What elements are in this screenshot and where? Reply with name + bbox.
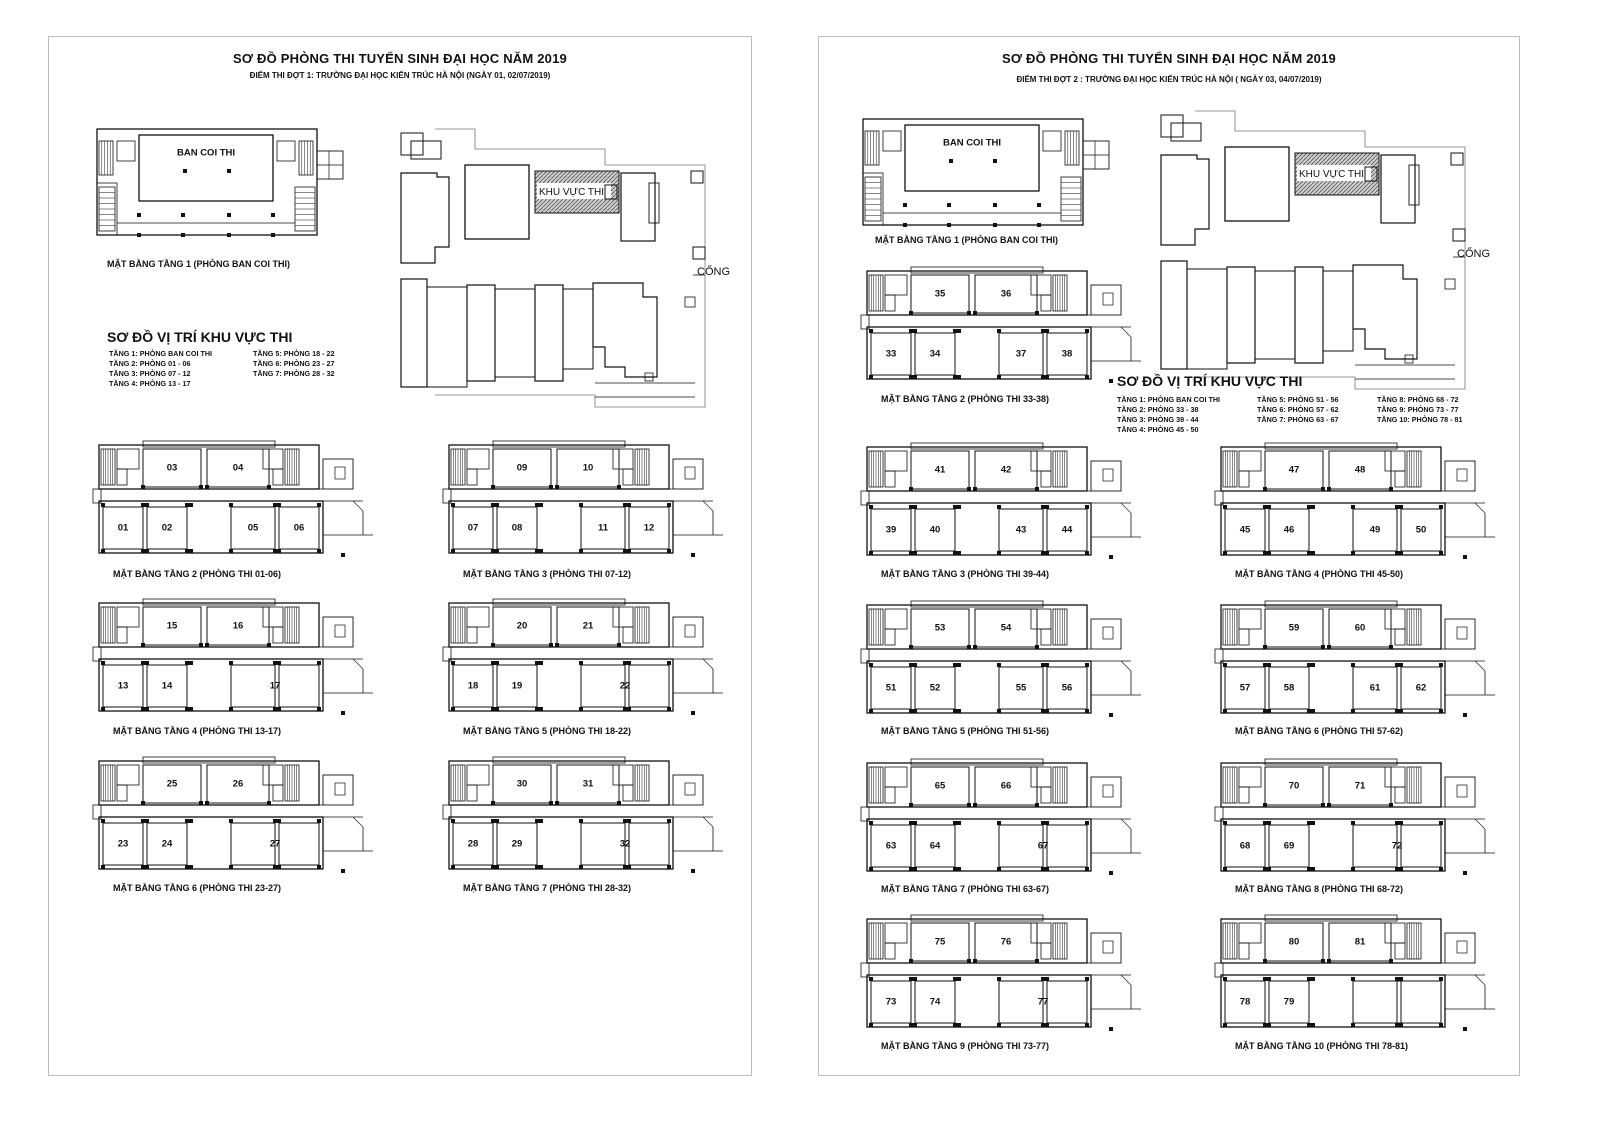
room-number: 80	[1288, 936, 1300, 948]
room-number: 38	[1061, 348, 1073, 360]
gate-label: CỔNG	[697, 266, 730, 278]
room-number: 13	[117, 680, 129, 692]
floor-caption: MẶT BẰNG TẦNG 2 (PHÒNG THI 33-38)	[881, 394, 1050, 404]
room-number: 03	[166, 462, 178, 474]
legend-item: TẦNG 1: PHÒNG BAN COI THI	[1117, 395, 1221, 404]
floor-plan-10	[1213, 913, 1513, 1037]
room-number: 49	[1369, 524, 1381, 536]
room-number: 64	[929, 840, 941, 852]
legend-title: SƠ ĐỒ VỊ TRÍ KHU VỰC THI	[107, 329, 293, 345]
room-number: 32	[619, 838, 631, 850]
floor-1-plan	[861, 117, 1121, 229]
legend-item: TẦNG 9: PHÒNG 73 - 77	[1377, 405, 1459, 414]
room-number: 16	[232, 620, 244, 632]
room-number: 14	[161, 680, 173, 692]
room-number: 54	[1000, 622, 1012, 634]
room-number: 24	[161, 838, 173, 850]
room-number: 21	[582, 620, 594, 632]
room-number: 10	[582, 462, 594, 474]
room-number: 58	[1283, 682, 1295, 694]
room-number: 51	[885, 682, 897, 694]
room-number: 75	[934, 936, 946, 948]
room-number: 76	[1000, 936, 1012, 948]
room-number: 62	[1415, 682, 1427, 694]
room-number: 17	[269, 680, 281, 692]
floor-plan-5	[441, 597, 741, 721]
legend-item: TẦNG 6: PHÒNG 57 - 62	[1257, 405, 1339, 414]
room-number: 25	[166, 778, 178, 790]
floor-caption: MẶT BẰNG TẦNG 8 (PHÒNG THI 68-72)	[1235, 884, 1404, 894]
floor-1-caption: MẶT BẰNG TẦNG 1 (PHÒNG BAN COI THI)	[107, 259, 290, 269]
room-number: 46	[1283, 524, 1295, 536]
exam-map-sheet-round-2	[818, 36, 1520, 1076]
legend-item: TẦNG 3: PHÒNG 07 - 12	[109, 369, 191, 378]
room-number: 69	[1283, 840, 1295, 852]
room-number: 30	[516, 778, 528, 790]
room-number: 50	[1415, 524, 1427, 536]
floor-plan-7	[859, 757, 1159, 881]
site-map	[395, 127, 730, 407]
legend-column-2	[1257, 395, 1338, 425]
room-number: 05	[247, 522, 259, 534]
room-label-ban-coi-thi: BAN COI THI	[176, 147, 236, 159]
room-number: 65	[934, 780, 946, 792]
room-number: 22	[619, 680, 631, 692]
legend-item: TẦNG 5: PHÒNG 18 - 22	[253, 349, 335, 358]
floor-caption: MẶT BẰNG TẦNG 9 (PHÒNG THI 73-77)	[881, 1041, 1050, 1051]
sheet-title: SƠ ĐỒ PHÒNG THI TUYỂN SINH ĐẠI HỌC NĂM 2019	[1002, 51, 1336, 66]
room-number: 39	[885, 524, 897, 536]
floor-caption: MẶT BẰNG TẦNG 6 (PHÒNG THI 23-27)	[113, 883, 282, 893]
floor-caption: MẶT BẰNG TẦNG 10 (PHÒNG THI 78-81)	[1235, 1041, 1409, 1051]
room-number: 26	[232, 778, 244, 790]
room-number: 56	[1061, 682, 1073, 694]
sheet-subtitle: ĐIỂM THI ĐỢT 1: TRƯỜNG ĐẠI HỌC KIẾN TRÚC HÀ NỘI (NGÀY 01, 02/07/2019)	[249, 71, 551, 80]
legend-title: SƠ ĐỒ VỊ TRÍ KHU VỰC THI	[1117, 373, 1303, 389]
legend-column-1	[1117, 395, 1220, 435]
exam-map-sheet-round-1	[48, 36, 752, 1076]
sheet-title: SƠ ĐỒ PHÒNG THI TUYỂN SINH ĐẠI HỌC NĂM 2019	[233, 51, 567, 66]
room-number: 11	[597, 522, 609, 534]
room-number: 19	[511, 680, 523, 692]
legend-item: TẦNG 1: PHÒNG BAN COI THI	[109, 349, 213, 358]
exam-zone-label: KHU VỰC THI	[539, 187, 605, 198]
floor-plan-3	[441, 439, 741, 563]
legend-column-3	[1377, 395, 1462, 425]
room-number: 28	[467, 838, 479, 850]
room-number: 31	[582, 778, 594, 790]
legend-item: TẦNG 2: PHÒNG 01 - 06	[109, 359, 191, 368]
floor-caption: MẶT BẰNG TẦNG 4 (PHÒNG THI 45-50)	[1235, 569, 1404, 579]
room-number: 47	[1288, 464, 1300, 476]
legend-item: TẦNG 8: PHÒNG 68 - 72	[1377, 395, 1459, 404]
floor-caption: MẶT BẰNG TẦNG 4 (PHÒNG THI 13-17)	[113, 726, 282, 736]
room-number: 61	[1369, 682, 1381, 694]
room-number: 63	[885, 840, 897, 852]
floor-caption: MẶT BẰNG TẦNG 3 (PHÒNG THI 39-44)	[881, 569, 1050, 579]
room-number: 70	[1288, 780, 1300, 792]
floor-plan-6	[1213, 599, 1513, 723]
legend-column-1	[109, 349, 212, 389]
floor-caption: MẶT BẰNG TẦNG 5 (PHÒNG THI 51-56)	[881, 726, 1050, 736]
floor-caption: MẶT BẰNG TẦNG 7 (PHÒNG THI 28-32)	[463, 883, 632, 893]
room-number: 09	[516, 462, 528, 474]
room-number: 07	[467, 522, 479, 534]
floor-caption: MẶT BẰNG TẦNG 2 (PHÒNG THI 01-06)	[113, 569, 282, 579]
floor-caption: MẶT BẰNG TẦNG 5 (PHÒNG THI 18-22)	[463, 726, 632, 736]
sheet-subtitle: ĐIỂM THI ĐỢT 2 : TRƯỜNG ĐẠI HỌC KIẾN TRÚC HÀ NỘI ( NGÀY 03, 04/07/2019)	[1016, 75, 1322, 84]
room-number: 08	[511, 522, 523, 534]
floor-caption: MẶT BẰNG TẦNG 3 (PHÒNG THI 07-12)	[463, 569, 632, 579]
legend-item: TẦNG 7: PHÒNG 63 - 67	[1257, 415, 1339, 424]
room-number: 66	[1000, 780, 1012, 792]
legend-item: TẦNG 4: PHÒNG 45 - 50	[1117, 425, 1199, 434]
room-number: 79	[1283, 996, 1295, 1008]
legend-column-2	[253, 349, 334, 379]
room-number: 74	[929, 996, 941, 1008]
floor-plan-8	[1213, 757, 1513, 881]
floor-plan-5	[859, 599, 1159, 723]
room-number: 29	[511, 838, 523, 850]
room-number: 67	[1037, 840, 1049, 852]
room-number: 40	[929, 524, 941, 536]
floor-plan-2	[859, 265, 1159, 389]
site-map	[1155, 109, 1490, 389]
room-number: 48	[1354, 464, 1366, 476]
room-number: 68	[1239, 840, 1251, 852]
room-number: 72	[1391, 840, 1403, 852]
room-number: 33	[885, 348, 897, 360]
room-number: 06	[293, 522, 305, 534]
room-number: 60	[1354, 622, 1366, 634]
room-number: 57	[1239, 682, 1251, 694]
floor-caption: MẶT BẰNG TẦNG 6 (PHÒNG THI 57-62)	[1235, 726, 1404, 736]
legend-item: TẦNG 7: PHÒNG 28 - 32	[253, 369, 335, 378]
floor-plan-4	[91, 597, 391, 721]
floor-1-plan	[95, 127, 355, 239]
legend-item: TẦNG 2: PHÒNG 33 - 38	[1117, 405, 1199, 414]
room-number: 59	[1288, 622, 1300, 634]
room-number: 73	[885, 996, 897, 1008]
floor-1-caption: MẶT BẰNG TẦNG 1 (PHÒNG BAN COI THI)	[875, 235, 1058, 245]
room-number: 36	[1000, 288, 1012, 300]
room-number: 71	[1354, 780, 1366, 792]
room-number: 41	[934, 464, 946, 476]
room-number: 37	[1015, 348, 1027, 360]
legend-item: TẦNG 4: PHÒNG 13 - 17	[109, 379, 191, 388]
floor-plan-4	[1213, 441, 1513, 565]
room-number: 55	[1015, 682, 1027, 694]
room-number: 44	[1061, 524, 1073, 536]
floor-plan-9	[859, 913, 1159, 1037]
legend-item: TẦNG 10: PHÒNG 78 - 81	[1377, 415, 1463, 424]
room-number: 23	[117, 838, 129, 850]
room-number: 52	[929, 682, 941, 694]
room-number: 20	[516, 620, 528, 632]
room-number: 35	[934, 288, 946, 300]
room-number: 81	[1354, 936, 1366, 948]
exam-zone-label: KHU VỰC THI	[1299, 169, 1365, 180]
floor-plan-2	[91, 439, 391, 563]
room-number: 15	[166, 620, 178, 632]
floor-plan-7	[441, 755, 741, 879]
floor-plan-3	[859, 441, 1159, 565]
legend-item: TẦNG 6: PHÒNG 23 - 27	[253, 359, 335, 368]
room-number: 18	[467, 680, 479, 692]
room-number: 01	[117, 522, 129, 534]
gate-label: CỔNG	[1457, 248, 1490, 260]
room-number: 53	[934, 622, 946, 634]
legend-item: TẦNG 5: PHÒNG 51 - 56	[1257, 395, 1339, 404]
room-number: 12	[643, 522, 655, 534]
room-number: 27	[269, 838, 281, 850]
floor-caption: MẶT BẰNG TẦNG 7 (PHÒNG THI 63-67)	[881, 884, 1050, 894]
room-number: 04	[232, 462, 244, 474]
legend-item: TẦNG 3: PHÒNG 39 - 44	[1117, 415, 1199, 424]
room-number: 42	[1000, 464, 1012, 476]
room-label-ban-coi-thi: BAN COI THI	[942, 137, 1002, 149]
room-number: 02	[161, 522, 173, 534]
room-number: 77	[1037, 996, 1049, 1008]
room-number: 43	[1015, 524, 1027, 536]
floor-plan-6	[91, 755, 391, 879]
room-number: 34	[929, 348, 941, 360]
room-number: 78	[1239, 996, 1251, 1008]
room-number: 45	[1239, 524, 1251, 536]
